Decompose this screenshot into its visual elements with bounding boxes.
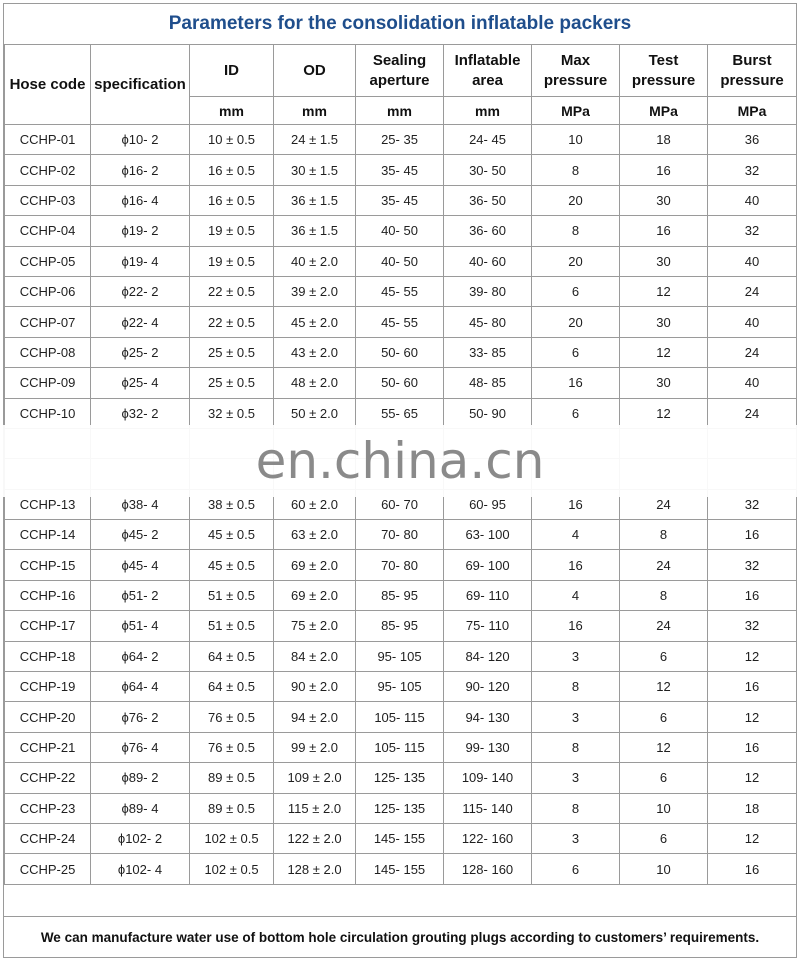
cell-test-pressure: 6 — [620, 763, 708, 793]
cell-specification: ϕ38- 4 — [91, 489, 190, 519]
cell-specification: ϕ16- 2 — [91, 155, 190, 185]
cell-id: 10 ± 0.5 — [190, 125, 274, 155]
cell-od: 90 ± 2.0 — [274, 672, 356, 702]
cell-inflatable-area: 115- 140 — [444, 793, 532, 823]
cell-max-pressure: 16 — [532, 489, 620, 519]
cell-od: 63 ± 2.0 — [274, 520, 356, 550]
table-row — [5, 732, 797, 762]
header-id: ID — [190, 45, 274, 97]
cell-inflatable-area: 45- 80 — [444, 307, 532, 337]
cell-hose-code: CCHP-22 — [5, 763, 91, 793]
cell-test-pressure: 10 — [620, 854, 708, 884]
cell-burst-pressure: 16 — [708, 854, 797, 884]
table-row — [5, 520, 797, 550]
header-od: OD — [274, 45, 356, 97]
cell-od: 69 ± 2.0 — [274, 550, 356, 580]
cell-burst-pressure: 32 — [708, 550, 797, 580]
cell-hose-code: CCHP-19 — [5, 672, 91, 702]
cell-test-pressure: 30 — [620, 307, 708, 337]
table-row — [5, 307, 797, 337]
unit-max-pressure: MPa — [532, 97, 620, 125]
cell-od: 84 ± 2.0 — [274, 641, 356, 671]
cell-sealing-aperture: 60- 70 — [356, 489, 444, 519]
cell-inflatable-area: 48- 85 — [444, 368, 532, 398]
cell-max-pressure: 3 — [532, 763, 620, 793]
cell-inflatable-area: 84- 120 — [444, 641, 532, 671]
cell-hose-code: CCHP-09 — [5, 368, 91, 398]
cell-burst-pressure: 24 — [708, 276, 797, 306]
cell-burst-pressure: 16 — [708, 672, 797, 702]
table-row — [5, 216, 797, 246]
cell-inflatable-area: 36- 60 — [444, 216, 532, 246]
cell-sealing-aperture: 55- 65 — [356, 398, 444, 428]
cell-od: 39 ± 2.0 — [274, 276, 356, 306]
cell-inflatable-area: 30- 50 — [444, 155, 532, 185]
cell-sealing-aperture: 105- 115 — [356, 702, 444, 732]
cell-burst-pressure: 40 — [708, 307, 797, 337]
cell-id: 22 ± 0.5 — [190, 276, 274, 306]
cell-inflatable-area: 63- 100 — [444, 520, 532, 550]
cell-specification: ϕ76- 4 — [91, 732, 190, 762]
cell-specification: ϕ76- 2 — [91, 702, 190, 732]
table-row — [5, 672, 797, 702]
cell-inflatable-area: 33- 85 — [444, 337, 532, 367]
header-max-pressure: Max pressure — [532, 45, 620, 97]
header-sealing-aperture: Sealing aperture — [356, 45, 444, 97]
cell-id: 76 ± 0.5 — [190, 732, 274, 762]
table-row — [5, 337, 797, 367]
watermark-band — [0, 425, 800, 497]
cell-od: 36 ± 1.5 — [274, 216, 356, 246]
cell-test-pressure: 16 — [620, 216, 708, 246]
cell-specification: ϕ22- 2 — [91, 276, 190, 306]
cell-hose-code: CCHP-21 — [5, 732, 91, 762]
cell-hose-code: CCHP-14 — [5, 520, 91, 550]
cell-specification: ϕ45- 4 — [91, 550, 190, 580]
cell-inflatable-area: 99- 130 — [444, 732, 532, 762]
cell-hose-code: CCHP-05 — [5, 246, 91, 276]
cell-max-pressure: 8 — [532, 672, 620, 702]
cell-max-pressure: 8 — [532, 732, 620, 762]
cell-od: 45 ± 2.0 — [274, 307, 356, 337]
cell-inflatable-area: 40- 60 — [444, 246, 532, 276]
cell-inflatable-area: 69- 100 — [444, 550, 532, 580]
cell-hose-code: CCHP-15 — [5, 550, 91, 580]
cell-max-pressure: 8 — [532, 216, 620, 246]
cell-id: 64 ± 0.5 — [190, 641, 274, 671]
cell-hose-code: CCHP-18 — [5, 641, 91, 671]
cell-hose-code: CCHP-10 — [5, 398, 91, 428]
cell-specification: ϕ102- 2 — [91, 823, 190, 853]
unit-id: mm — [190, 97, 274, 125]
cell-specification: ϕ102- 4 — [91, 854, 190, 884]
cell-max-pressure: 3 — [532, 823, 620, 853]
header-specification: specification — [91, 45, 190, 125]
cell-sealing-aperture: 45- 55 — [356, 276, 444, 306]
cell-od: 94 ± 2.0 — [274, 702, 356, 732]
cell-specification: ϕ51- 2 — [91, 580, 190, 610]
cell-sealing-aperture: 50- 60 — [356, 337, 444, 367]
cell-test-pressure: 30 — [620, 368, 708, 398]
table-row — [5, 793, 797, 823]
cell-max-pressure: 8 — [532, 155, 620, 185]
cell-inflatable-area: 94- 130 — [444, 702, 532, 732]
cell-test-pressure: 8 — [620, 580, 708, 610]
table-row — [5, 550, 797, 580]
cell-burst-pressure: 32 — [708, 155, 797, 185]
cell-max-pressure: 10 — [532, 125, 620, 155]
cell-burst-pressure: 24 — [708, 398, 797, 428]
cell-max-pressure: 6 — [532, 276, 620, 306]
table-row — [5, 368, 797, 398]
cell-burst-pressure: 24 — [708, 337, 797, 367]
cell-hose-code: CCHP-04 — [5, 216, 91, 246]
cell-hose-code: CCHP-20 — [5, 702, 91, 732]
cell-id: 45 ± 0.5 — [190, 550, 274, 580]
cell-test-pressure: 18 — [620, 125, 708, 155]
cell-inflatable-area: 60- 95 — [444, 489, 532, 519]
cell-id: 38 ± 0.5 — [190, 489, 274, 519]
cell-sealing-aperture: 70- 80 — [356, 550, 444, 580]
table-body — [5, 125, 797, 885]
cell-hose-code: CCHP-06 — [5, 276, 91, 306]
cell-max-pressure: 8 — [532, 793, 620, 823]
cell-test-pressure: 30 — [620, 246, 708, 276]
cell-id: 25 ± 0.5 — [190, 337, 274, 367]
cell-od: 24 ± 1.5 — [274, 125, 356, 155]
cell-test-pressure: 24 — [620, 550, 708, 580]
cell-od: 36 ± 1.5 — [274, 185, 356, 215]
cell-sealing-aperture: 95- 105 — [356, 672, 444, 702]
cell-specification: ϕ32- 2 — [91, 398, 190, 428]
cell-max-pressure: 16 — [532, 550, 620, 580]
cell-hose-code: CCHP-07 — [5, 307, 91, 337]
cell-od: 122 ± 2.0 — [274, 823, 356, 853]
unit-inflatable-area: mm — [444, 97, 532, 125]
cell-inflatable-area: 109- 140 — [444, 763, 532, 793]
cell-burst-pressure: 16 — [708, 520, 797, 550]
cell-test-pressure: 30 — [620, 185, 708, 215]
cell-test-pressure: 10 — [620, 793, 708, 823]
cell-sealing-aperture: 35- 45 — [356, 155, 444, 185]
cell-od: 48 ± 2.0 — [274, 368, 356, 398]
cell-id: 89 ± 0.5 — [190, 793, 274, 823]
cell-od: 109 ± 2.0 — [274, 763, 356, 793]
cell-id: 76 ± 0.5 — [190, 702, 274, 732]
cell-sealing-aperture: 50- 60 — [356, 368, 444, 398]
cell-id: 51 ± 0.5 — [190, 611, 274, 641]
cell-inflatable-area: 24- 45 — [444, 125, 532, 155]
table-row — [5, 155, 797, 185]
table-row — [5, 185, 797, 215]
table-row — [5, 611, 797, 641]
cell-specification: ϕ89- 2 — [91, 763, 190, 793]
cell-specification: ϕ25- 2 — [91, 337, 190, 367]
header-inflatable-area: Inflatable area — [444, 45, 532, 97]
cell-test-pressure: 12 — [620, 276, 708, 306]
cell-sealing-aperture: 25- 35 — [356, 125, 444, 155]
cell-sealing-aperture: 35- 45 — [356, 185, 444, 215]
cell-max-pressure: 3 — [532, 702, 620, 732]
cell-max-pressure: 20 — [532, 307, 620, 337]
cell-burst-pressure: 36 — [708, 125, 797, 155]
table-row — [5, 763, 797, 793]
header-row — [5, 45, 797, 97]
cell-test-pressure: 12 — [620, 732, 708, 762]
cell-test-pressure: 8 — [620, 520, 708, 550]
cell-hose-code: CCHP-03 — [5, 185, 91, 215]
cell-od: 30 ± 1.5 — [274, 155, 356, 185]
cell-test-pressure: 6 — [620, 702, 708, 732]
cell-specification: ϕ16- 4 — [91, 185, 190, 215]
cell-max-pressure: 6 — [532, 337, 620, 367]
cell-test-pressure: 6 — [620, 823, 708, 853]
cell-burst-pressure: 12 — [708, 702, 797, 732]
cell-sealing-aperture: 125- 135 — [356, 793, 444, 823]
cell-test-pressure: 12 — [620, 672, 708, 702]
table-row — [5, 276, 797, 306]
cell-id: 16 ± 0.5 — [190, 185, 274, 215]
cell-specification: ϕ25- 4 — [91, 368, 190, 398]
cell-specification: ϕ51- 4 — [91, 611, 190, 641]
cell-sealing-aperture: 45- 55 — [356, 307, 444, 337]
cell-max-pressure: 6 — [532, 398, 620, 428]
unit-burst-pressure: MPa — [708, 97, 797, 125]
table-row — [5, 398, 797, 428]
cell-test-pressure: 24 — [620, 489, 708, 519]
table-row — [5, 641, 797, 671]
cell-specification: ϕ89- 4 — [91, 793, 190, 823]
cell-max-pressure: 4 — [532, 520, 620, 550]
table-row — [5, 246, 797, 276]
cell-od: 69 ± 2.0 — [274, 580, 356, 610]
cell-burst-pressure: 12 — [708, 823, 797, 853]
cell-inflatable-area: 69- 110 — [444, 580, 532, 610]
cell-inflatable-area: 36- 50 — [444, 185, 532, 215]
table-title: Parameters for the consolidation inflatable packers — [168, 13, 632, 34]
cell-od: 99 ± 2.0 — [274, 732, 356, 762]
cell-inflatable-area: 122- 160 — [444, 823, 532, 853]
cell-max-pressure: 20 — [532, 185, 620, 215]
cell-specification: ϕ64- 4 — [91, 672, 190, 702]
cell-burst-pressure: 32 — [708, 489, 797, 519]
cell-id: 19 ± 0.5 — [190, 216, 274, 246]
cell-burst-pressure: 32 — [708, 216, 797, 246]
cell-specification: ϕ22- 4 — [91, 307, 190, 337]
header-hose-code: Hose code — [5, 45, 91, 125]
cell-inflatable-area: 90- 120 — [444, 672, 532, 702]
cell-max-pressure: 16 — [532, 611, 620, 641]
cell-test-pressure: 24 — [620, 611, 708, 641]
table-row — [5, 580, 797, 610]
cell-specification: ϕ19- 4 — [91, 246, 190, 276]
cell-test-pressure: 16 — [620, 155, 708, 185]
table-row — [5, 702, 797, 732]
cell-specification: ϕ64- 2 — [91, 641, 190, 671]
cell-test-pressure: 6 — [620, 641, 708, 671]
table-row — [5, 823, 797, 853]
cell-hose-code: CCHP-24 — [5, 823, 91, 853]
cell-burst-pressure: 12 — [708, 641, 797, 671]
cell-max-pressure: 16 — [532, 368, 620, 398]
cell-od: 60 ± 2.0 — [274, 489, 356, 519]
cell-od: 40 ± 2.0 — [274, 246, 356, 276]
cell-sealing-aperture: 85- 95 — [356, 580, 444, 610]
cell-id: 32 ± 0.5 — [190, 398, 274, 428]
table-row — [5, 854, 797, 884]
unit-test-pressure: MPa — [620, 97, 708, 125]
cell-max-pressure: 6 — [532, 854, 620, 884]
cell-sealing-aperture: 70- 80 — [356, 520, 444, 550]
cell-burst-pressure: 16 — [708, 732, 797, 762]
cell-inflatable-area: 39- 80 — [444, 276, 532, 306]
cell-sealing-aperture: 105- 115 — [356, 732, 444, 762]
cell-sealing-aperture: 145- 155 — [356, 823, 444, 853]
cell-burst-pressure: 16 — [708, 580, 797, 610]
cell-id: 25 ± 0.5 — [190, 368, 274, 398]
unit-od: mm — [274, 97, 356, 125]
cell-hose-code: CCHP-08 — [5, 337, 91, 367]
cell-max-pressure: 3 — [532, 641, 620, 671]
cell-od: 128 ± 2.0 — [274, 854, 356, 884]
cell-burst-pressure: 40 — [708, 185, 797, 215]
cell-od: 50 ± 2.0 — [274, 398, 356, 428]
footer-note: We can manufacture water use of bottom hole circulation grouting plugs according to customers’ requirements. — [4, 916, 796, 958]
cell-id: 89 ± 0.5 — [190, 763, 274, 793]
cell-burst-pressure: 18 — [708, 793, 797, 823]
cell-id: 102 ± 0.5 — [190, 823, 274, 853]
table-row — [5, 125, 797, 155]
cell-sealing-aperture: 95- 105 — [356, 641, 444, 671]
cell-burst-pressure: 32 — [708, 611, 797, 641]
cell-id: 102 ± 0.5 — [190, 854, 274, 884]
cell-sealing-aperture: 40- 50 — [356, 246, 444, 276]
cell-hose-code: CCHP-17 — [5, 611, 91, 641]
header-test-pressure: Test pressure — [620, 45, 708, 97]
cell-specification: ϕ19- 2 — [91, 216, 190, 246]
cell-od: 115 ± 2.0 — [274, 793, 356, 823]
watermark-text: en.china.cn — [255, 432, 545, 490]
cell-inflatable-area: 128- 160 — [444, 854, 532, 884]
cell-id: 51 ± 0.5 — [190, 580, 274, 610]
cell-burst-pressure: 40 — [708, 246, 797, 276]
cell-specification: ϕ45- 2 — [91, 520, 190, 550]
cell-od: 43 ± 2.0 — [274, 337, 356, 367]
cell-hose-code: CCHP-01 — [5, 125, 91, 155]
cell-id: 64 ± 0.5 — [190, 672, 274, 702]
cell-burst-pressure: 40 — [708, 368, 797, 398]
cell-sealing-aperture: 125- 135 — [356, 763, 444, 793]
cell-sealing-aperture: 85- 95 — [356, 611, 444, 641]
cell-od: 75 ± 2.0 — [274, 611, 356, 641]
cell-inflatable-area: 75- 110 — [444, 611, 532, 641]
cell-id: 45 ± 0.5 — [190, 520, 274, 550]
cell-hose-code: CCHP-02 — [5, 155, 91, 185]
cell-sealing-aperture: 40- 50 — [356, 216, 444, 246]
cell-hose-code: CCHP-25 — [5, 854, 91, 884]
cell-burst-pressure: 12 — [708, 763, 797, 793]
cell-specification: ϕ10- 2 — [91, 125, 190, 155]
header-burst-pressure: Burst pressure — [708, 45, 797, 97]
cell-hose-code: CCHP-13 — [5, 489, 91, 519]
cell-max-pressure: 4 — [532, 580, 620, 610]
cell-id: 16 ± 0.5 — [190, 155, 274, 185]
cell-hose-code: CCHP-23 — [5, 793, 91, 823]
cell-max-pressure: 20 — [532, 246, 620, 276]
cell-test-pressure: 12 — [620, 337, 708, 367]
cell-sealing-aperture: 145- 155 — [356, 854, 444, 884]
unit-sealing-aperture: mm — [356, 97, 444, 125]
cell-id: 19 ± 0.5 — [190, 246, 274, 276]
cell-inflatable-area: 50- 90 — [444, 398, 532, 428]
cell-hose-code: CCHP-16 — [5, 580, 91, 610]
cell-id: 22 ± 0.5 — [190, 307, 274, 337]
cell-test-pressure: 12 — [620, 398, 708, 428]
